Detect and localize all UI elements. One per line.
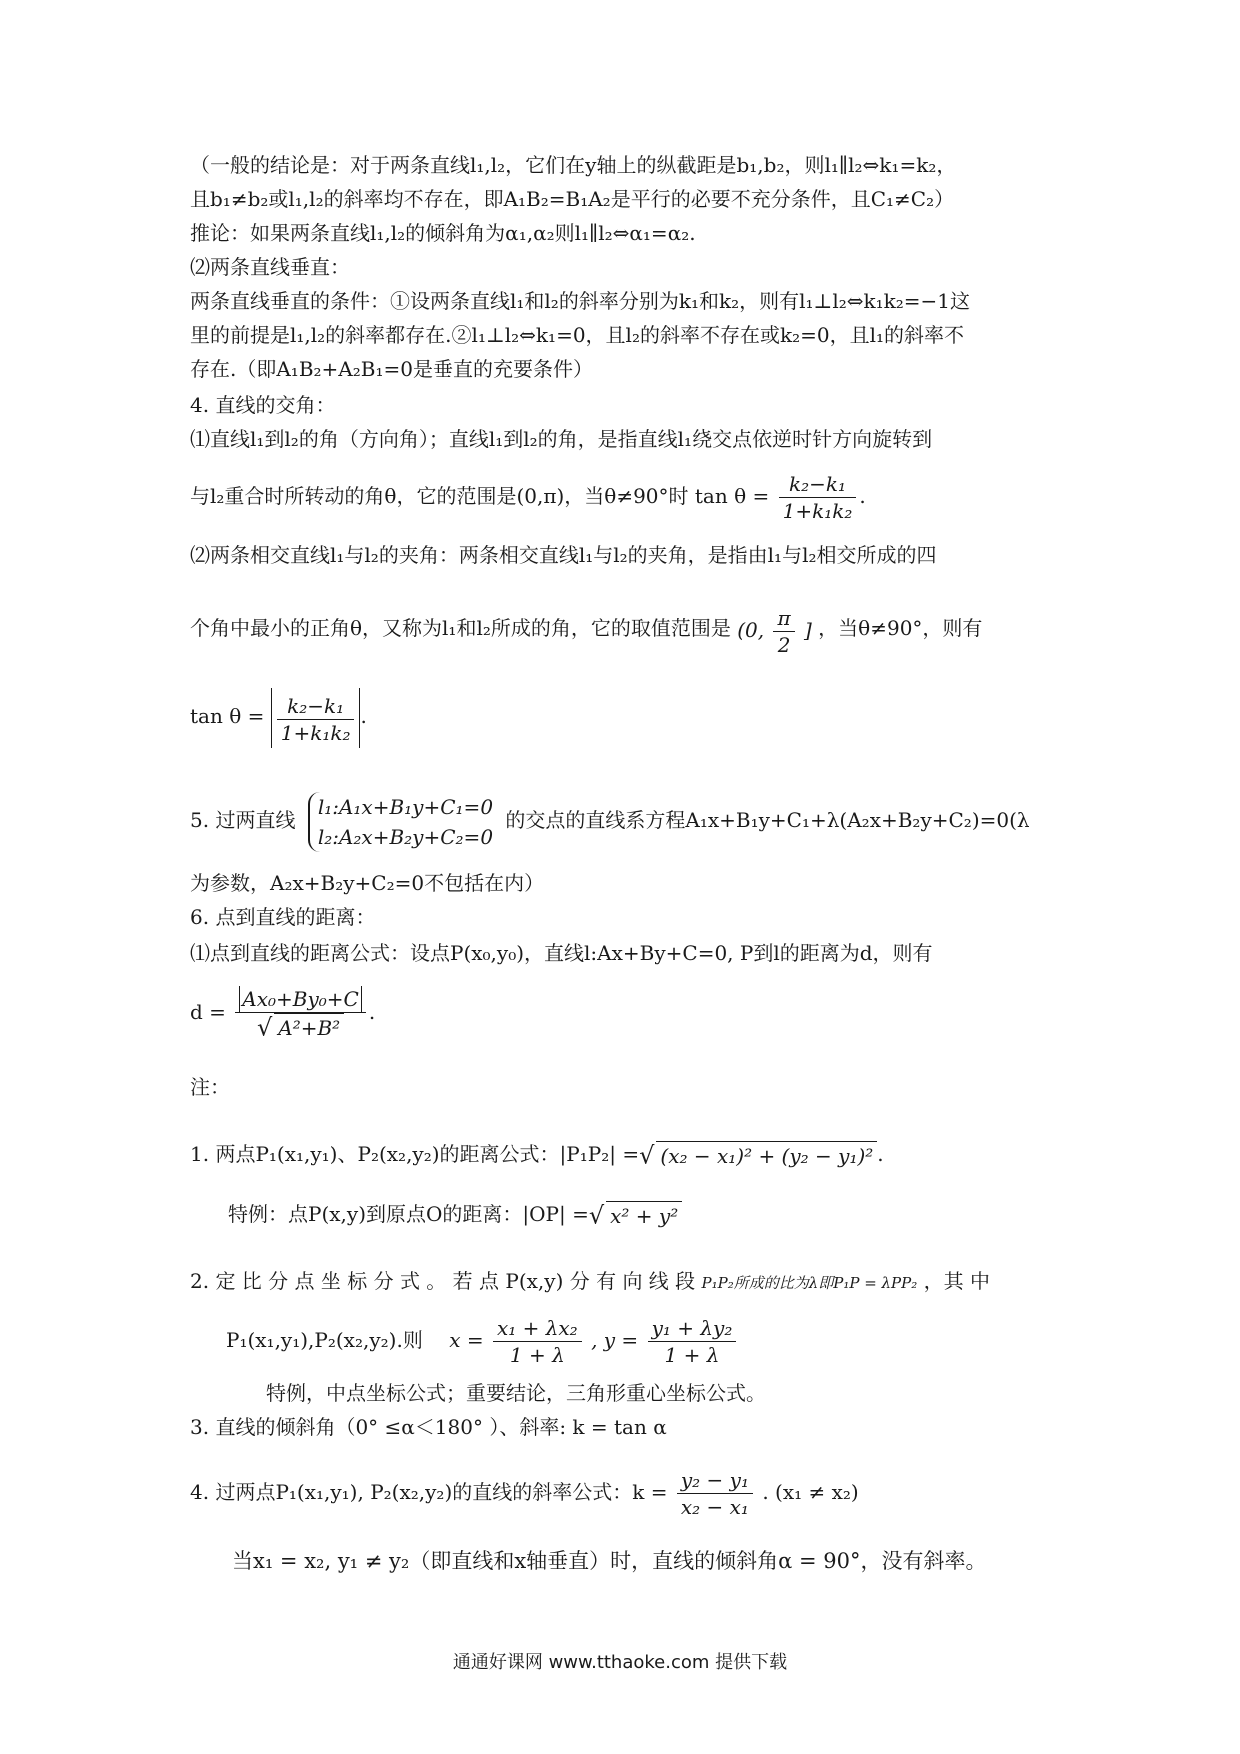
system-equation: l₁:A₁x+B₁y+C₁=0 (317, 794, 494, 819)
fraction-denominator: x₂ − x₁ (680, 1495, 749, 1519)
formula-text: . (x₁ ≠ x₂) (762, 1480, 859, 1504)
text-line: 当x₁ = x₂, y₁ ≠ y₂（即直线和x轴垂直）时，直线的倾斜角α = 90°，没有斜率。 (232, 1549, 987, 1573)
absolute-value (271, 688, 361, 748)
text-line: ⑴点到直线的距离公式：设点P(x₀,y₀)，直线l:Ax+By+C=0, P到l的距离为d，则有 (190, 941, 933, 965)
text-line: ⑴直线l₁到l₂的角（方向角）；直线l₁到l₂的角，是指直线l₁绕交点依逆时针方向旋转到 (190, 427, 933, 451)
fraction (648, 1315, 737, 1368)
fraction-numerator: y₁ + λy₂ (648, 1315, 737, 1342)
sqrt-sign: √ (256, 1013, 273, 1042)
formula-text: x = (449, 1328, 484, 1352)
formula-text: d = (190, 1000, 226, 1024)
fraction-numerator: k₂−k₁ (277, 693, 355, 720)
fraction (235, 985, 366, 1043)
text-line: 推论：如果两条直线l₁,l₂的倾斜角为α₁,α₂则l₁∥l₂⇔α₁=α₂. (190, 221, 696, 245)
formula-line (228, 1194, 1108, 1236)
fraction-numerator: π (773, 605, 794, 632)
section-heading: 6. 点到直线的距离： (190, 905, 376, 929)
formula-text: 的交点的直线系方程A₁x+B₁y+C₁+λ(A₂x+B₂y+C₂)=0(λ (505, 808, 1030, 832)
formula-line (226, 1310, 1106, 1370)
fraction (677, 1467, 753, 1520)
page-footer: 通通好课网 www.tthaoke.com 提供下载 (452, 1652, 788, 1673)
fraction-denominator (235, 1013, 366, 1042)
text-line: ⑵两条相交直线l₁与l₂的夹角：两条相交直线l₁与l₂的夹角，是指由l₁与l₂相交所成的四 (190, 543, 937, 567)
sqrt-sign: √ (639, 1141, 655, 1170)
fraction-denominator: 1 + λ (509, 1343, 565, 1367)
section-heading: 4. 直线的交角： (190, 393, 336, 417)
fraction (773, 605, 794, 658)
text-line: 且b₁≠b₂或l₁,l₂的斜率均不存在，即A₁B₂=B₁A₂是平行的必要不充分条件，且C₁≠C₂） (190, 187, 955, 211)
fraction-numerator: x₁ + λx₂ (493, 1315, 582, 1342)
formula-line (190, 790, 1070, 852)
formula-line: d = $\frac{\text{Ax₀+By₀+C}}{\text{√ A²+B²}}$ . (190, 982, 1070, 1042)
text-line: 存在.（即A₁B₂+A₂B₁=0是垂直的充要条件） (190, 357, 593, 381)
fraction-denominator: 2 (777, 632, 791, 657)
interval (737, 600, 812, 660)
section-heading: ⑵两条直线垂直： (190, 255, 350, 279)
text-line: 3. 直线的倾斜角（0° ≤α＜180° ）、斜率: k = tan α (190, 1415, 667, 1439)
sqrt-radicand: (x₂ − x₁)² + (y₂ − y₁)² (656, 1141, 877, 1170)
formula-line: 与l₂重合时所转动的角θ，它的范围是(0,π)，当θ≠90°时 tan θ = $\frac{\text{k₂−k₁}}{\text{1+k₁k₂}}$ . (190, 472, 866, 523)
formula-line (190, 598, 1070, 660)
formula-text: 与l₂重合时所转动的角θ，它的范围是(0,π)，当θ≠90°时 tan θ = (190, 484, 770, 508)
formula-text: ，当θ≠90°，则有 (818, 616, 983, 640)
formula-text: 1. 两点P₁(x₁,y₁)、P₂(x₂,y₂)的距离公式：|P₁P₂| = (190, 1142, 640, 1166)
text-line: （一般的结论是：对于两条直线l₁,l₂，它们在y轴上的纵截距是b₁,b₂，则l₁∥l₂⇔k₁=k₂， (190, 153, 957, 177)
fraction-numerator: y₂ − y₁ (677, 1467, 753, 1494)
interval-close: ] (804, 617, 812, 642)
formula-text: 特例：点P(x,y)到原点O的距离：|OP| = (228, 1202, 589, 1226)
sqrt-radicand: A²+B² (274, 1013, 344, 1042)
fraction (493, 1315, 582, 1368)
formula-text: P₁(x₁,y₁),P₂(x₂,y₂).则 (226, 1328, 423, 1352)
formula-line: tan θ = $\frac{\text{k₂−k₁}}{\text{1+k₁k₂}}$ . (190, 686, 1070, 748)
fraction-denominator: 1 + λ (664, 1343, 720, 1367)
absolute-value: Ax₀+By₀+C (239, 986, 362, 1012)
text-line: 为参数，A₂x+B₂y+C₂=0不包括在内） (190, 871, 545, 895)
fraction-numerator: k₂−k₁ (779, 471, 857, 498)
fraction (779, 471, 857, 524)
segment-ratio: P₁P₂所成的比为λ即P₁P = λPP₂ (701, 1274, 918, 1292)
text-line: 注： (190, 1075, 230, 1099)
fraction-denominator: 1+k₁k₂ (280, 720, 351, 745)
formula-line (190, 1462, 1070, 1522)
formula-text: ，其 中 (923, 1269, 990, 1293)
fraction-denominator: 1+k₁k₂ (782, 499, 853, 523)
sqrt-sign: √ (588, 1201, 605, 1230)
formula-text: 个角中最小的正角θ，又称为l₁和l₂所成的角，它的取值范围是 (190, 616, 731, 640)
formula-text: tan θ = (190, 704, 265, 728)
formula-text: 4. 过两点P₁(x₁,y₁), P₂(x₂,y₂)的直线的斜率公式：k = (190, 1480, 668, 1504)
fraction (277, 693, 355, 746)
text-line: 特例，中点坐标公式；重要结论，三角形重心坐标公式。 (266, 1381, 766, 1405)
formula-text: 2. 定 比 分 点 坐 标 分 式 。 若 点 P(x,y) 分 有 向 线 段 (190, 1269, 696, 1293)
equation-system (308, 792, 493, 852)
formula-line: 1. 两点P₁(x₁,y₁)、P₂(x₂,y₂)的距离公式：|P₁P₂| =√ (x₂ − x₁)² + (y₂ − y₁)² . (190, 1141, 884, 1170)
formula-line (190, 1266, 1070, 1298)
system-equation: l₂:A₂x+B₂y+C₂=0 (317, 824, 494, 849)
text-line: 两条直线垂直的条件：①设两条直线l₁和l₂的斜率分别为k₁和k₂，则有l₁⊥l₂⇔k₁k₂=−1这 (190, 289, 971, 313)
text-line: 里的前提是l₁,l₂的斜率都存在.②l₁⊥l₂⇔k₁=0，且l₂的斜率不存在或k₂=0，且l₁的斜率不 (190, 323, 965, 347)
sqrt-radicand: x² + y² (606, 1201, 682, 1230)
interval-open: (0, (737, 617, 765, 642)
formula-text: 5. 过两直线 (190, 808, 296, 832)
formula-text: , y = (591, 1328, 639, 1352)
fraction-numerator (235, 985, 366, 1014)
